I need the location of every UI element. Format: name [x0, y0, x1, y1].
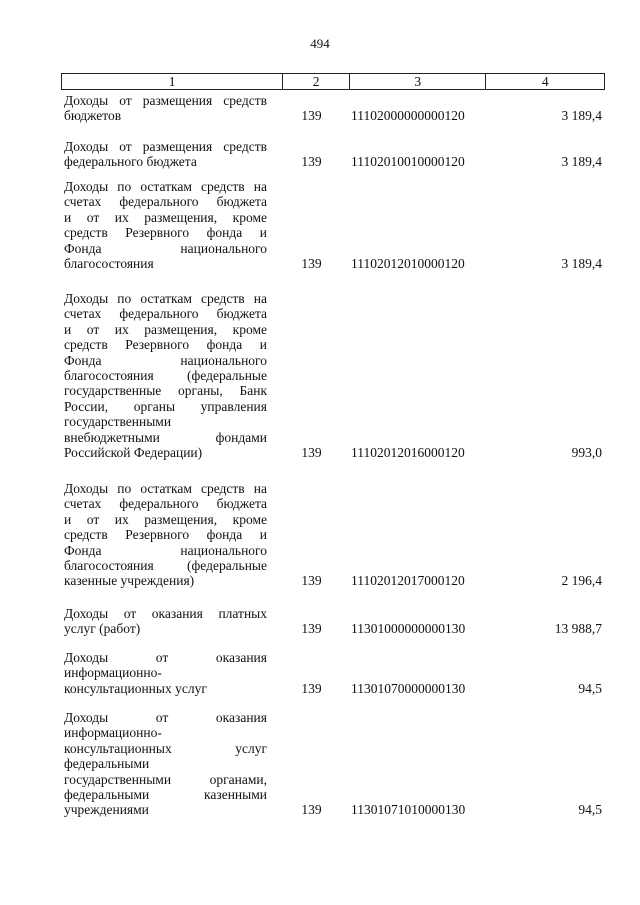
description-line: Доходы от размещения средств [64, 93, 267, 108]
description-line: счетах федерального бюджета [64, 496, 267, 512]
budget-classification-code: 11301000000000130 [351, 621, 466, 637]
description-line: федеральными [64, 756, 150, 772]
budget-classification-code: 11301071010000130 [351, 802, 466, 818]
description-line: услуг (работ) [64, 621, 141, 637]
description-line: счетах федерального бюджета [64, 306, 267, 322]
description-line: Доходы от размещения средств [64, 139, 267, 154]
column-header-4: 4 [541, 74, 549, 89]
description-line: федерального бюджета [64, 154, 197, 170]
description-line: Доходы по остаткам средств на [64, 179, 267, 194]
description-line: информационно- [64, 665, 162, 681]
description-line: федеральными казенными [64, 787, 267, 803]
description-line: благосостояния [64, 256, 154, 272]
row-description [64, 291, 267, 460]
amount-value: 13 988,7 [554, 621, 602, 637]
budget-classification-code: 11102000000000120 [351, 108, 465, 124]
amount-value: 3 189,4 [561, 108, 602, 124]
page-number: 494 [310, 36, 330, 51]
admin-code: 139 [301, 154, 322, 170]
description-line: и от их размещения, кроме [64, 321, 267, 337]
budget-classification-code: 11301070000000130 [351, 680, 466, 696]
amount-value: 94,5 [578, 802, 602, 818]
budget-classification-code: 11102012017000120 [351, 573, 465, 589]
row-description [64, 179, 267, 271]
column-header-3: 3 [350, 74, 487, 89]
admin-code: 139 [301, 621, 322, 637]
description-line: Доходы от оказания платных [64, 606, 267, 621]
description-line: учреждениями [64, 802, 149, 818]
description-line: благосостояния (федеральные [64, 368, 267, 384]
description-line: бюджетов [64, 108, 122, 124]
amount-value: 993,0 [571, 445, 602, 460]
description-line: Российской Федерации) [64, 445, 203, 461]
admin-code: 139 [301, 108, 322, 124]
description-line: счетах федерального бюджета [64, 194, 267, 210]
description-line: консультационных услуг [64, 680, 207, 696]
row-description [64, 650, 267, 696]
description-line: средств Резервного фонда и [64, 337, 267, 353]
description-line: информационно- [64, 725, 162, 741]
row-description [64, 139, 267, 170]
amount-value: 3 189,4 [561, 256, 602, 271]
description-line: и от их размещения, кроме [64, 511, 267, 527]
description-line: средств Резервного фонда и [64, 225, 267, 241]
description-line: России, органы управления [64, 398, 267, 414]
description-line: государственными органами, [64, 771, 267, 787]
description-line: Доходы от оказания [64, 650, 267, 665]
description-line: внебюджетными фондами [64, 429, 267, 445]
description-line: казенные учреждения) [64, 573, 195, 589]
budget-classification-code: 11102012016000120 [351, 445, 465, 460]
column-header-2: 2 [283, 74, 350, 89]
row-description [64, 481, 267, 589]
description-line: государственными [64, 414, 172, 430]
admin-code: 139 [301, 802, 322, 818]
description-line: Фонда национального [64, 240, 267, 256]
description-line: Фонда национального [64, 542, 267, 558]
budget-classification-code: 11102010010000120 [351, 154, 465, 170]
table-header-row [61, 73, 605, 90]
amount-value: 3 189,4 [561, 154, 602, 170]
admin-code: 139 [301, 573, 322, 589]
row-description [64, 93, 267, 124]
amount-value: 94,5 [578, 680, 602, 696]
row-description [64, 606, 267, 637]
amount-value: 2 196,4 [561, 573, 602, 589]
description-line: Доходы по остаткам средств на [64, 481, 267, 496]
description-line: государственные органы, Банк [64, 383, 267, 399]
admin-code: 139 [301, 256, 322, 271]
admin-code: 139 [301, 680, 322, 696]
budget-classification-code: 11102012010000120 [351, 256, 465, 271]
column-header-1: 1 [62, 74, 283, 89]
description-line: Фонда национального [64, 352, 267, 368]
description-line: благосостояния (федеральные [64, 558, 267, 574]
admin-code: 139 [301, 445, 322, 460]
description-line: Доходы по остаткам средств на [64, 291, 267, 306]
description-line: консультационных услуг [64, 740, 267, 756]
description-line: и от их размещения, кроме [64, 209, 267, 225]
description-line: средств Резервного фонда и [64, 527, 267, 543]
description-line: Доходы от оказания [64, 710, 267, 725]
row-description [64, 710, 267, 818]
